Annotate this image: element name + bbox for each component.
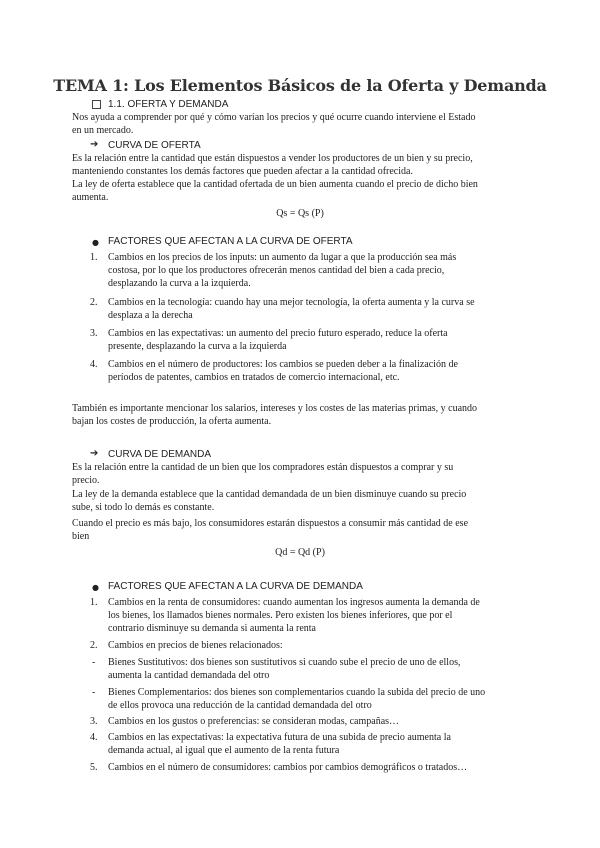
demanda-definition-line: La ley de la demanda establece que la cantidad demandada de un bien disminuye cuando su precio (72, 489, 467, 500)
list-item-line: Cambios en los gustos o preferencias: se consideran modas, campañas… (108, 716, 400, 727)
arrow-icon: ➔ (90, 448, 99, 459)
list-number: 2. (90, 640, 98, 651)
demanda-factors-heading: FACTORES QUE AFECTAN A LA CURVA DE DEMANDA (108, 581, 363, 592)
oferta-definition-line: La ley de oferta establece que la cantidad ofertada de un bien aumenta cuando el precio de dicho bien (72, 179, 478, 190)
list-item-line: Bienes Sustitutivos: dos bienes son sustitutivos si cuando sube el precio de uno de ellos, (108, 657, 461, 668)
list-number: 5. (90, 762, 98, 773)
list-number: 2. (90, 297, 98, 308)
list-item-line: presente, desplazando la curva a la izquierda (108, 341, 287, 352)
bullet-icon: ● (92, 238, 99, 247)
list-number: 3. (90, 328, 98, 339)
bullet-icon: ● (92, 583, 99, 592)
list-number: 1. (90, 252, 98, 263)
intro-line: en un mercado. (72, 125, 134, 136)
oferta-note-line: bajan los costes de producción, la oferta aumenta. (72, 416, 272, 427)
list-number: 3. (90, 716, 98, 727)
list-number: 4. (90, 732, 98, 743)
demanda-definition-line: bien (72, 531, 90, 542)
oferta-definition-line: manteniendo constantes los demás factores que pueden afectar a la cantidad ofrecida. (72, 166, 413, 177)
list-item-line: de ellos provoca una reducción de la cantidad demandada del otro (108, 700, 372, 711)
list-item-line: Bienes Complementarios: dos bienes son complementarios cuando la subida del precio de uno (108, 687, 486, 698)
oferta-definition-line: aumenta. (72, 192, 109, 203)
oferta-equation: Qs = Qs (P) (276, 208, 324, 219)
list-item-line: desplaza a la derecha (108, 310, 193, 321)
list-item-line: aumenta la cantidad demandada del otro (108, 670, 270, 681)
list-item-line: desplazando la curva a la izquierda. (108, 278, 251, 289)
list-item-line: los bienes, los llamados bienes normales. Pero existen los bienes inferiores, que por el (108, 610, 453, 621)
list-item-line: períodos de patentes, cambios en tratados de comercio internacional, etc. (108, 372, 400, 383)
arrow-icon: ➔ (90, 139, 99, 150)
oferta-definition-line: Es la relación entre la cantidad que están dispuestos a vender los productores de un bien y su precio, (72, 153, 473, 164)
list-item-line: Cambios en la tecnología: cuando hay una mejor tecnología, la oferta aumenta y la curva se (108, 297, 475, 308)
demanda-heading: CURVA DE DEMANDA (108, 449, 211, 460)
checkbox-icon[interactable] (92, 100, 101, 109)
oferta-note-line: También es importante mencionar los salarios, intereses y los costes de las materias primas, y cuando (72, 403, 478, 414)
demanda-equation: Qd = Qd (P) (275, 547, 325, 558)
list-item-line: Cambios en las expectativas: un aumento del precio futuro esperado, reduce la oferta (108, 328, 448, 339)
demanda-definition-line: Es la relación entre la cantidad de un bien que los compradores están dispuestos a comprar y su (72, 462, 454, 473)
list-item-line: Cambios en el número de productores: los cambios se pueden deber a la finalización de (108, 359, 458, 370)
list-number: 1. (90, 597, 98, 608)
demanda-definition-line: Cuando el precio es más bajo, los consumidores estarán dispuestos a consumir más cantidad de ese (72, 518, 469, 529)
list-item-line: costosa, por lo que los productores ofrecerán menos cantidad del bien a cada precio, (108, 265, 445, 276)
list-dash: - (92, 657, 96, 668)
list-number: 4. (90, 359, 98, 370)
list-item-line: Cambios en el número de consumidores: cambios por cambios demográficos o tratados… (108, 762, 468, 773)
list-item-line: Cambios en la renta de consumidores: cuando aumentan los ingresos aumenta la demanda de (108, 597, 480, 608)
oferta-factors-heading: FACTORES QUE AFECTAN A LA CURVA DE OFERTA (108, 236, 353, 247)
section-label: 1.1. OFERTA Y DEMANDA (108, 99, 229, 110)
list-dash: - (92, 687, 96, 698)
list-item-line: Cambios en los precios de los inputs: un aumento da lugar a que la producción sea más (108, 252, 457, 263)
list-item-line: contrario disminuye su demanda si aumenta la renta (108, 623, 316, 634)
list-item-line: Cambios en las expectativas: la expectativa futura de una subida de precio aumenta la (108, 732, 451, 743)
oferta-heading: CURVA DE OFERTA (108, 140, 201, 151)
list-item-line: demanda actual, al igual que el aumento de la renta futura (108, 745, 340, 756)
page-title: TEMA 1: Los Elementos Básicos de la Oferta y Demanda (53, 76, 547, 95)
demanda-definition-line: sube, si todo lo demás es constante. (72, 502, 215, 513)
intro-line: Nos ayuda a comprender por qué y cómo varían los precios y qué ocurre cuando interviene el Estado (72, 112, 476, 123)
demanda-definition-line: precio. (72, 475, 100, 486)
list-item-line: Cambios en precios de bienes relacionados: (108, 640, 283, 651)
